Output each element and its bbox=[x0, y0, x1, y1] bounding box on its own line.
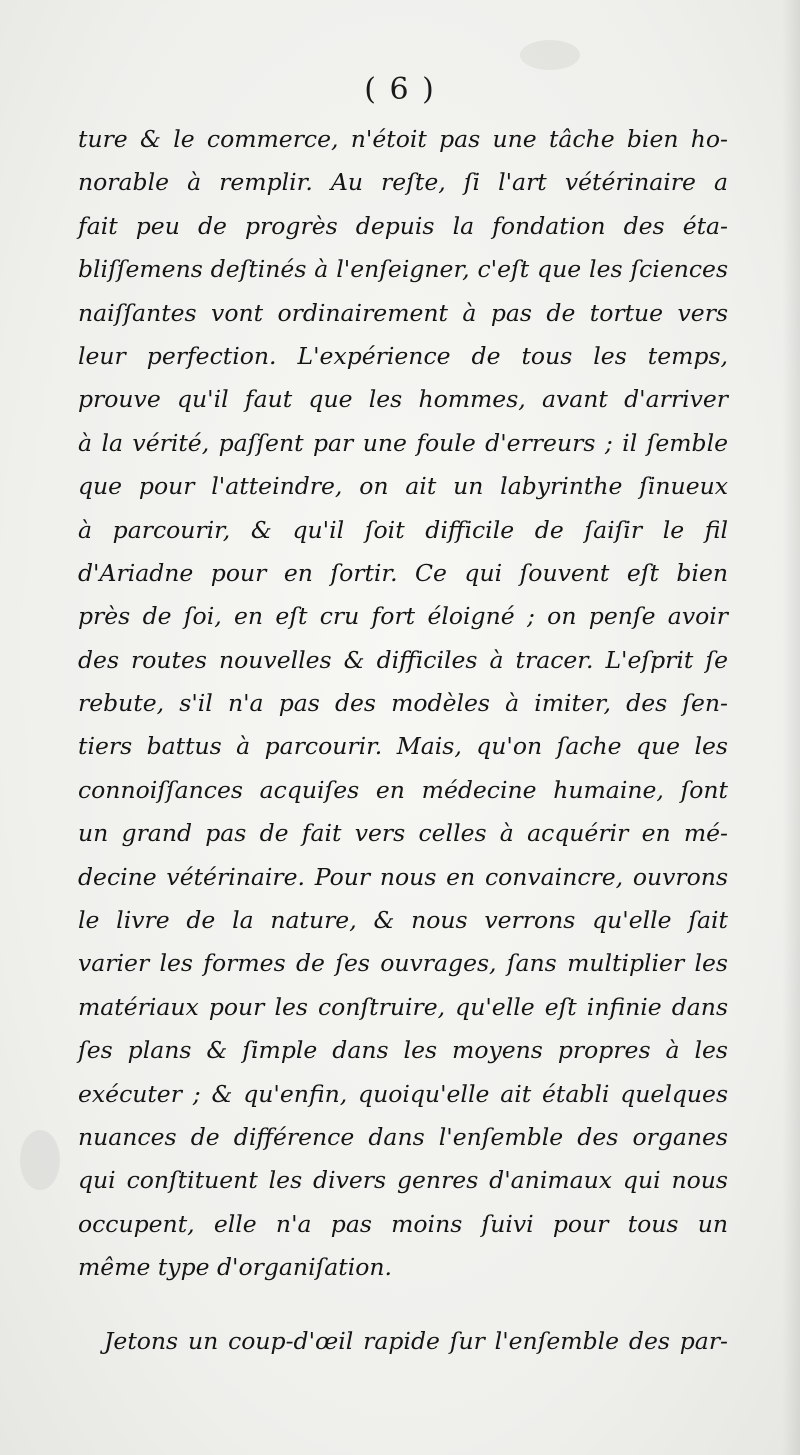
text-line: fait peu de progrès depuis la fondation des éta- bbox=[78, 211, 728, 240]
text-line: le livre de la nature, & nous verrons qu'elle ſait bbox=[78, 906, 728, 935]
text-line: rebute, s'il n'a pas des modèles à imiter, des ſen- bbox=[78, 689, 728, 718]
page-number: ( 6 ) bbox=[364, 72, 436, 107]
text-line-paragraph-start: Jetons un coup-d'œil rapide ſur l'enſemble des par- bbox=[104, 1326, 728, 1355]
paper-stain bbox=[520, 40, 580, 70]
page-edge-shadow bbox=[782, 0, 800, 1455]
text-line: qui conſtituent les divers genres d'animaux qui nous bbox=[78, 1166, 728, 1195]
text-line: connoiſſances acquiſes en médecine humaine, ſont bbox=[78, 775, 728, 804]
text-line: varier les formes de ſes ouvrages, ſans multiplier les bbox=[78, 949, 728, 978]
text-line: prouve qu'il faut que les hommes, avant d'arriver bbox=[78, 385, 728, 414]
paper-stain bbox=[20, 1130, 60, 1190]
text-line: ſes plans & ſimple dans les moyens propres à les bbox=[78, 1036, 728, 1065]
text-line: des routes nouvelles & difficiles à tracer. L'eſprit ſe bbox=[78, 645, 728, 674]
text-line: nuances de différence dans l'enſemble des organes bbox=[78, 1122, 728, 1151]
body-text bbox=[78, 118, 728, 1363]
text-line-paragraph-end: même type d'organiſation. bbox=[78, 1253, 393, 1282]
text-line: bliſſemens deſtinés à l'enſeigner, c'eſt que les ſciences bbox=[78, 255, 728, 284]
text-line: matériaux pour les conſtruire, qu'elle eſt infinie dans bbox=[78, 992, 728, 1021]
text-line: à parcourir, & qu'il ſoit difficile de ſaiſir le fil bbox=[78, 515, 728, 544]
text-line: d'Ariadne pour en ſortir. Ce qui ſouvent eſt bien bbox=[78, 558, 728, 587]
text-line: que pour l'atteindre, on ait un labyrinthe ſinueux bbox=[78, 472, 728, 501]
text-line: leur perfection. L'expérience de tous les temps, bbox=[78, 341, 728, 370]
text-line: exécuter ; & qu'enfin, quoiqu'elle ait établi quelques bbox=[78, 1079, 728, 1108]
text-line: norable à remplir. Au reſte, ſi l'art vétérinaire a bbox=[78, 168, 728, 197]
text-line: occupent, elle n'a pas moins ſuivi pour tous un bbox=[78, 1209, 728, 1238]
text-line: tiers battus à parcourir. Mais, qu'on ſache que les bbox=[78, 732, 728, 761]
text-line: à la vérité, paſſent par une foule d'erreurs ; il ſemble bbox=[78, 428, 728, 457]
text-line: decine vétérinaire. Pour nous en convaincre, ouvrons bbox=[78, 862, 728, 891]
text-line: ture & le commerce, n'étoit pas une tâche bien ho- bbox=[78, 125, 728, 153]
text-line: un grand pas de fait vers celles à acquérir en mé- bbox=[78, 819, 728, 848]
text-line: naiſſantes vont ordinairement à pas de tortue vers bbox=[78, 298, 728, 327]
text-line: près de ſoi, en eſt cru fort éloigné ; on penſe avoir bbox=[78, 602, 728, 631]
